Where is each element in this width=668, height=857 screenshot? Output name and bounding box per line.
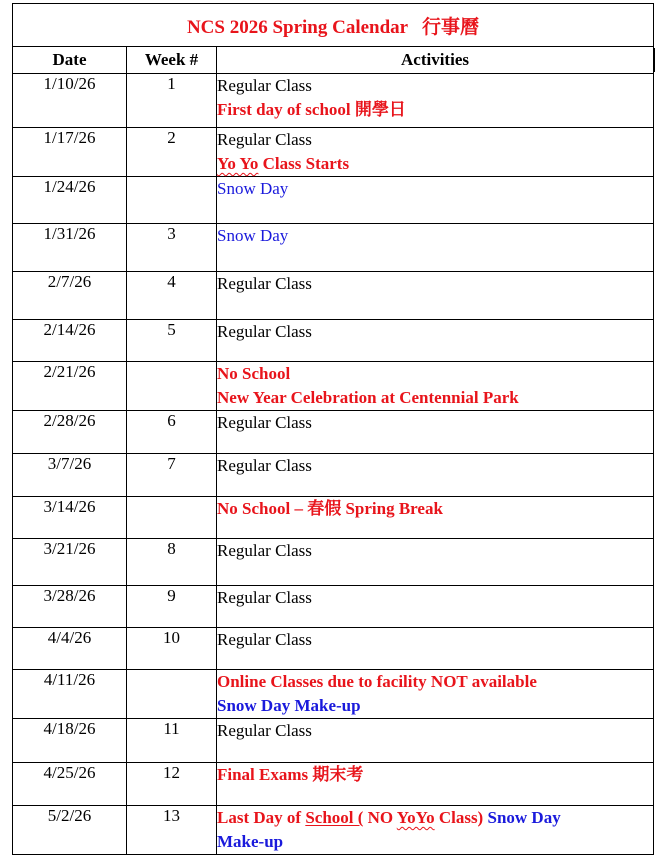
- activity-line: [217, 320, 653, 344]
- week-cell: [127, 497, 217, 539]
- activity-cell: [217, 670, 654, 719]
- activity-line: [217, 224, 653, 248]
- table-row: [13, 224, 654, 272]
- date-cell: 2/7/26: [13, 272, 127, 320]
- table-row: [13, 628, 654, 670]
- calendar-table: [12, 3, 654, 855]
- activity-text: Class): [434, 808, 488, 827]
- activity-text: No School – 春假 Spring Break: [217, 499, 443, 518]
- table-row: [13, 177, 654, 224]
- calendar-title-chinese: 行事曆: [422, 16, 480, 38]
- date-cell: 2/21/26: [13, 362, 127, 411]
- activity-line: [217, 152, 653, 176]
- activity-cell: [217, 272, 654, 320]
- table-row: [13, 272, 654, 320]
- header-row: [13, 47, 654, 74]
- header-activities: Activities: [217, 47, 654, 74]
- date-cell: 2/28/26: [13, 411, 127, 454]
- activity-cell: [217, 177, 654, 224]
- calendar-title-main: NCS 2026 Spring Calendar: [186, 16, 408, 38]
- activity-line: [217, 411, 653, 435]
- activity-line: [217, 719, 653, 743]
- table-row: [13, 74, 654, 128]
- activity-line: [217, 497, 653, 521]
- week-cell: 3: [127, 224, 217, 272]
- activity-cell: [217, 128, 654, 177]
- activity-line: [217, 454, 653, 478]
- week-cell: 12: [127, 763, 217, 806]
- date-cell: 5/2/26: [13, 806, 127, 855]
- activity-text: Yo Yo: [217, 154, 259, 173]
- activity-line: [217, 670, 653, 694]
- activity-text: Last Day of: [217, 808, 306, 827]
- table-row: [13, 454, 654, 497]
- date-cell: 4/18/26: [13, 719, 127, 763]
- table-row: [13, 128, 654, 177]
- table-row: [13, 763, 654, 806]
- activity-text: Snow Day: [487, 808, 561, 827]
- activity-line: [217, 362, 653, 386]
- activity-line: [217, 386, 653, 410]
- activity-text: NO: [363, 808, 397, 827]
- activity-cell: [217, 539, 654, 586]
- activity-line: [217, 628, 653, 652]
- date-cell: 3/28/26: [13, 586, 127, 628]
- activity-text: Regular Class: [217, 630, 312, 649]
- activity-text: Regular Class: [217, 456, 312, 475]
- table-row: [13, 411, 654, 454]
- calendar-title: [13, 4, 654, 47]
- activity-cell: [217, 497, 654, 539]
- table-row: [13, 320, 654, 362]
- table-row: [13, 362, 654, 411]
- activity-text: Snow Day: [217, 226, 289, 245]
- activity-line: [217, 539, 653, 563]
- header-week: Week #: [127, 47, 217, 74]
- week-cell: [127, 362, 217, 411]
- table-row: [13, 586, 654, 628]
- activity-text: Regular Class: [217, 274, 312, 293]
- header-date: Date: [13, 47, 127, 74]
- week-cell: 2: [127, 128, 217, 177]
- activity-line: [217, 272, 653, 296]
- date-cell: 3/21/26: [13, 539, 127, 586]
- week-cell: 1: [127, 74, 217, 128]
- table-row: [13, 539, 654, 586]
- week-cell: 7: [127, 454, 217, 497]
- activity-cell: [217, 586, 654, 628]
- activity-cell: [217, 320, 654, 362]
- date-cell: 2/14/26: [13, 320, 127, 362]
- title-row: [13, 4, 654, 47]
- date-cell: 1/17/26: [13, 128, 127, 177]
- activity-text: Regular Class: [217, 322, 312, 341]
- activity-text: Class Starts: [258, 154, 350, 173]
- activity-text: Regular Class: [217, 588, 312, 607]
- activity-line: [217, 177, 653, 201]
- week-cell: 4: [127, 272, 217, 320]
- table-row: [13, 497, 654, 539]
- activity-cell: [217, 806, 654, 855]
- activity-cell: [217, 411, 654, 454]
- activity-cell: [217, 224, 654, 272]
- activity-line: [217, 694, 653, 718]
- activity-cell: [217, 719, 654, 763]
- week-cell: 6: [127, 411, 217, 454]
- activity-cell: [217, 763, 654, 806]
- activity-text: No School: [217, 364, 291, 383]
- date-cell: 3/7/26: [13, 454, 127, 497]
- date-cell: 4/11/26: [13, 670, 127, 719]
- week-cell: [127, 670, 217, 719]
- activity-text: Regular Class: [217, 130, 312, 149]
- date-cell: 1/10/26: [13, 74, 127, 128]
- activity-line: [217, 806, 653, 830]
- activity-line: [217, 763, 653, 787]
- activity-text: First day of school 開學日: [217, 100, 406, 119]
- activity-line: [217, 74, 653, 98]
- week-cell: 11: [127, 719, 217, 763]
- activity-line: [217, 98, 653, 122]
- week-cell: 8: [127, 539, 217, 586]
- date-cell: 3/14/26: [13, 497, 127, 539]
- date-cell: 4/4/26: [13, 628, 127, 670]
- table-row: [13, 670, 654, 719]
- activity-text: Snow Day Make-up: [217, 696, 361, 715]
- date-cell: 1/31/26: [13, 224, 127, 272]
- activity-cell: [217, 454, 654, 497]
- activity-text: Regular Class: [217, 541, 312, 560]
- activity-text: Online Classes due to facility NOT available: [217, 672, 537, 691]
- activity-cell: [217, 362, 654, 411]
- activity-text: Regular Class: [217, 76, 312, 95]
- week-cell: 13: [127, 806, 217, 855]
- activity-text: Snow Day: [217, 179, 289, 198]
- activity-line: [217, 586, 653, 610]
- week-cell: 10: [127, 628, 217, 670]
- activity-cell: [217, 628, 654, 670]
- week-cell: 9: [127, 586, 217, 628]
- activity-line: [217, 128, 653, 152]
- text-cursor: [653, 48, 655, 72]
- activity-text: Make-up: [217, 832, 284, 851]
- week-cell: [127, 177, 217, 224]
- activity-text: Final Exams 期末考: [217, 765, 364, 784]
- table-row: [13, 806, 654, 855]
- activity-text: YoYo: [396, 808, 435, 827]
- activity-text: Regular Class: [217, 413, 312, 432]
- activity-text: School (: [305, 808, 364, 827]
- date-cell: 1/24/26: [13, 177, 127, 224]
- activity-cell: [217, 74, 654, 128]
- table-row: [13, 719, 654, 763]
- date-cell: 4/25/26: [13, 763, 127, 806]
- activity-text: Regular Class: [217, 721, 312, 740]
- activity-line: [217, 830, 653, 854]
- activity-text: New Year Celebration at Centennial Park: [217, 388, 519, 407]
- week-cell: 5: [127, 320, 217, 362]
